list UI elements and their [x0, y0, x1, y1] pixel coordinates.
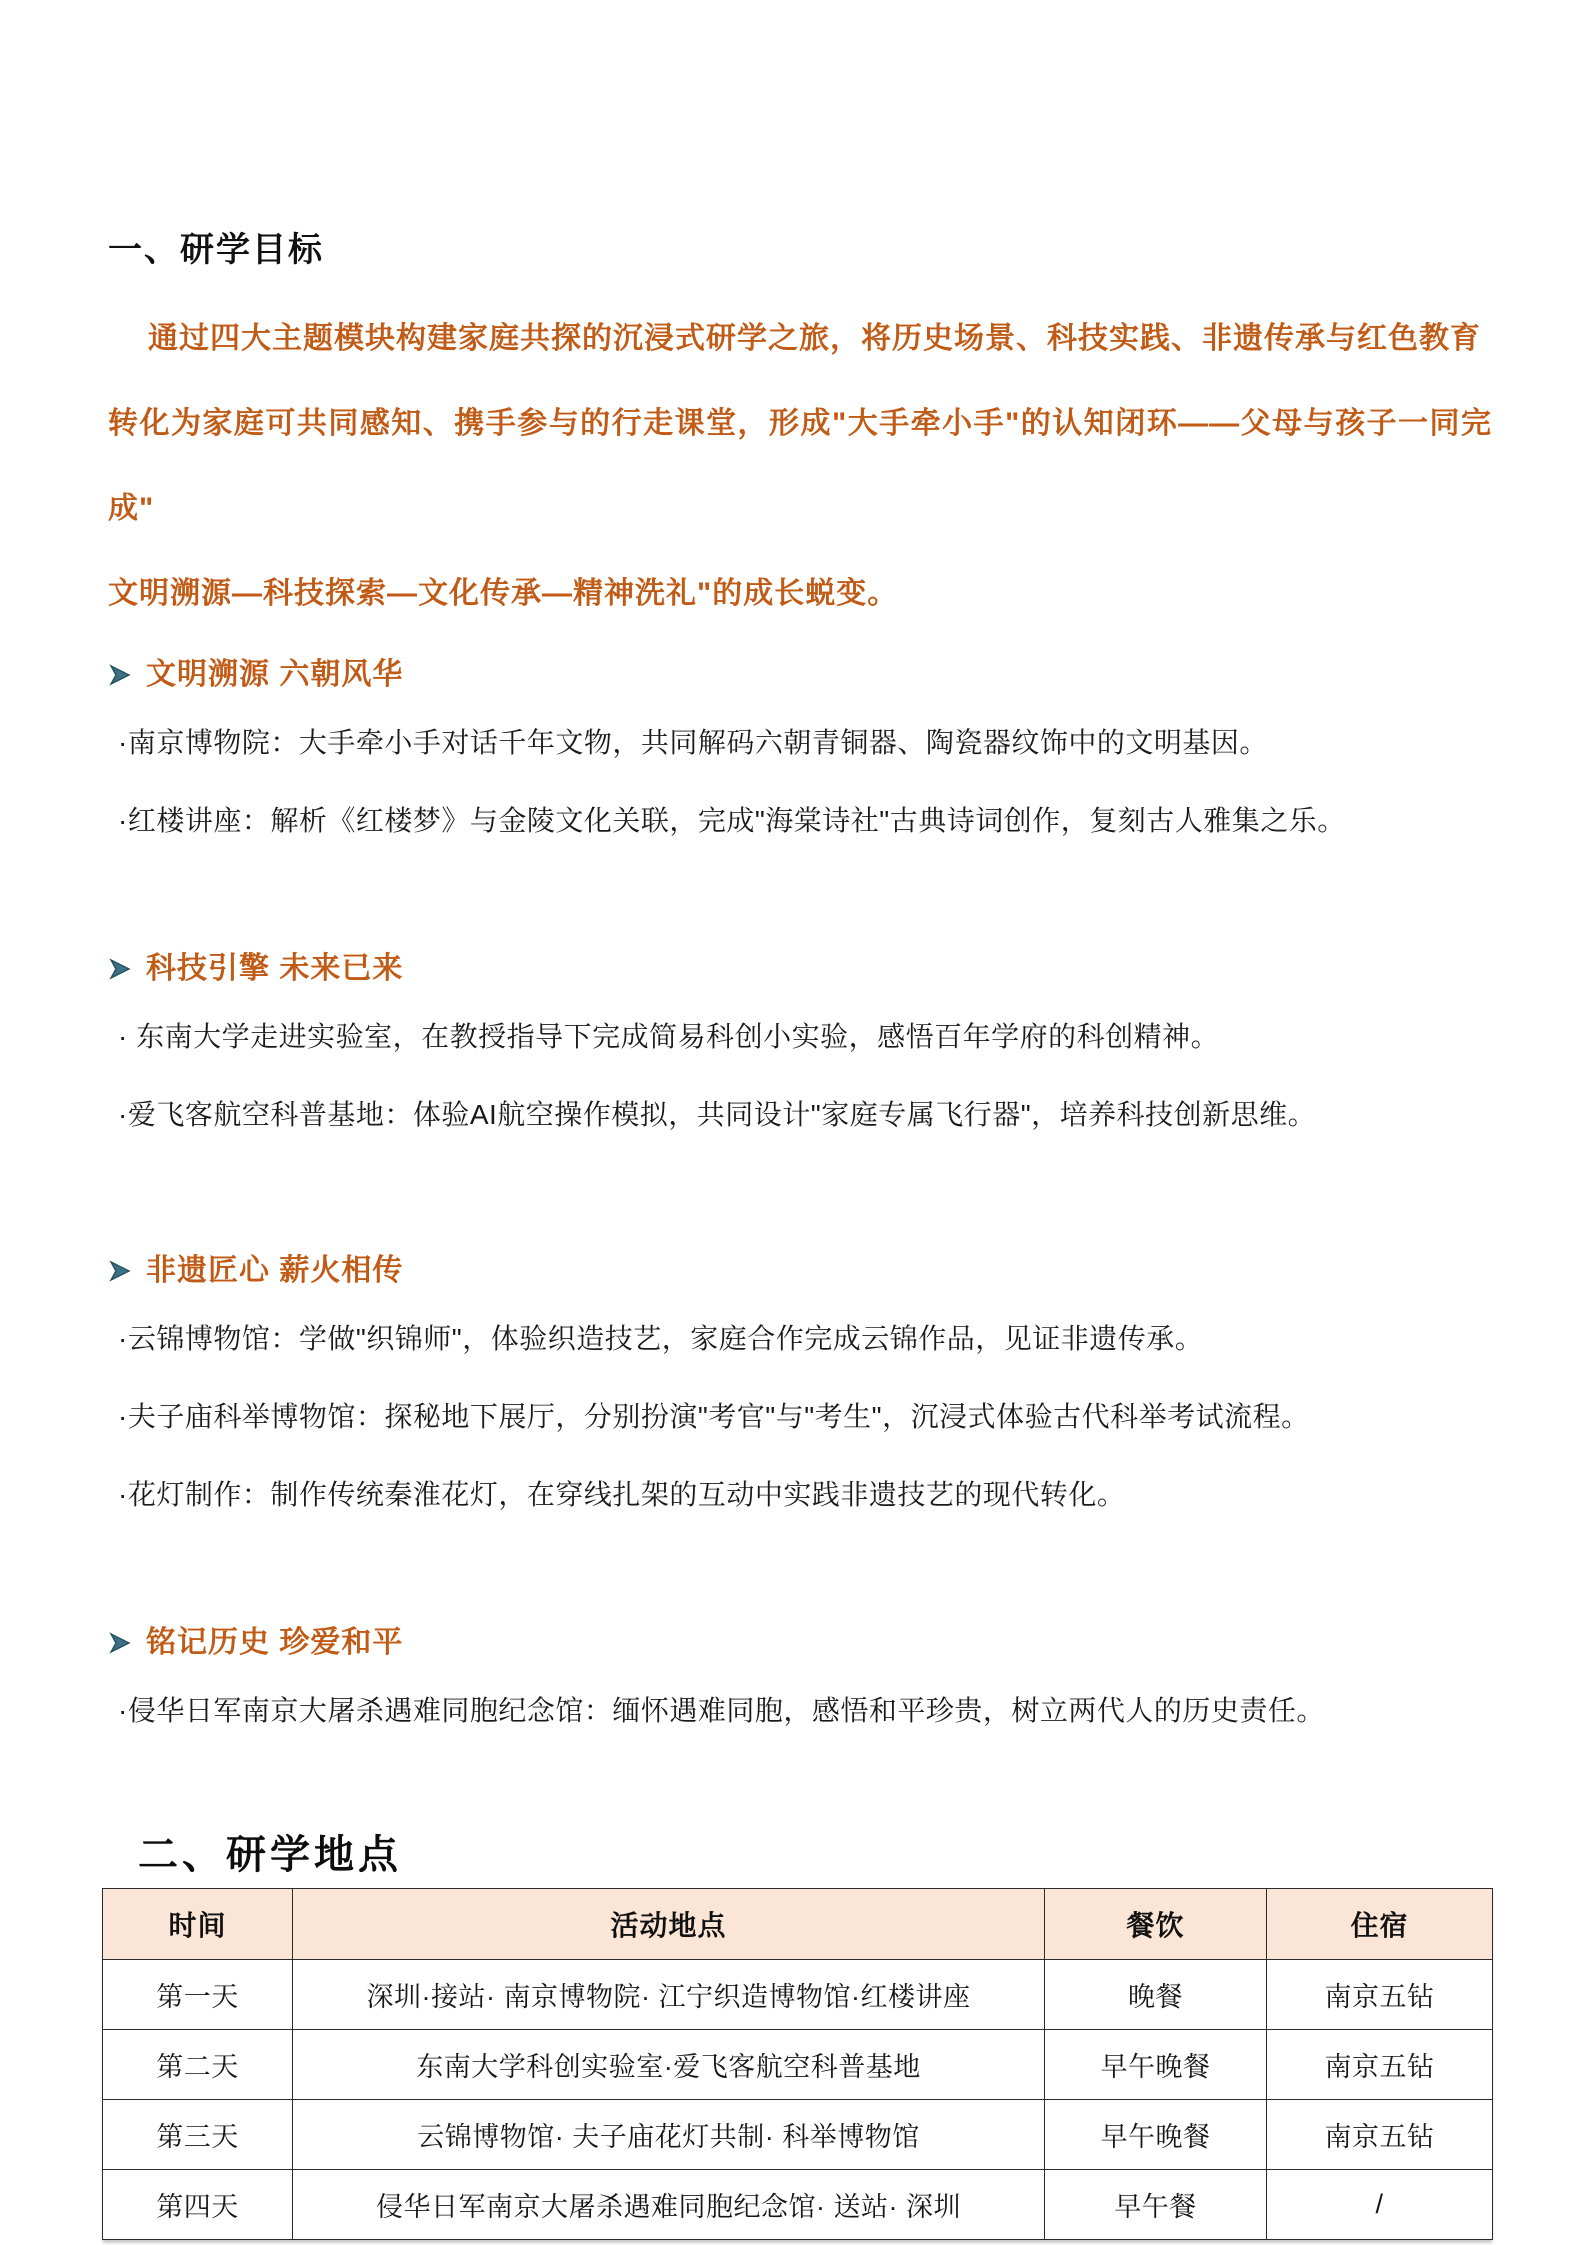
theme-items: [108, 1018, 1492, 1134]
theme-title: 非遗匠心 薪火相传: [146, 1254, 404, 1287]
col-header-meal: 餐饮: [1045, 1889, 1267, 1960]
theme-block-heritage: [108, 1252, 1492, 1514]
col-header-time: 时间: [103, 1889, 293, 1960]
cell-place: 侵华日军南京大屠杀遇难同胞纪念馆· 送站· 深圳: [293, 2170, 1045, 2240]
cell-meal: 晚餐: [1045, 1960, 1267, 2030]
cell-stay: 南京五钻: [1267, 2030, 1493, 2100]
theme-title-row: [108, 950, 1492, 988]
table-row-day3: [103, 2100, 1493, 2170]
cell-day: 第三天: [103, 2100, 293, 2170]
arrow-bullet-icon: [108, 1631, 132, 1655]
theme-title-row: [108, 656, 1492, 694]
theme-block-history: [108, 1624, 1492, 1730]
theme-items: [108, 1692, 1492, 1730]
theme-item: ·侵华日军南京大屠杀遇难同胞纪念馆：缅怀遇难同胞，感悟和平珍贵，树立两代人的历史责任。: [118, 1695, 1325, 1726]
theme-title-row: [108, 1624, 1492, 1662]
cell-meal: 早午餐: [1045, 2170, 1267, 2240]
arrow-bullet-icon: [108, 1259, 132, 1283]
arrow-bullet-icon: [108, 663, 132, 687]
locations-table: [102, 1888, 1493, 2240]
theme-item: · 东南大学走进实验室，在教授指导下完成简易科创小实验，感悟百年学府的科创精神。: [118, 1021, 1220, 1052]
intro-paragraph: [108, 296, 1492, 636]
theme-block-technology: [108, 950, 1492, 1134]
cell-day: 第一天: [103, 1960, 293, 2030]
cell-stay: 南京五钻: [1267, 2100, 1493, 2170]
intro-line: 文明溯源—科技探索—文化传承—精神洗礼"的成长蜕变。: [108, 577, 899, 610]
theme-item: ·爱飞客航空科普基地：体验AI航空操作模拟，共同设计"家庭专属飞行器"，培养科技创新思维。: [118, 1099, 1317, 1130]
theme-title-row: [108, 1252, 1492, 1290]
theme-item: ·云锦博物馆：学做"织锦师"，体验织造技艺，家庭合作完成云锦作品，见证非遗传承。: [118, 1323, 1204, 1354]
cell-stay: 南京五钻: [1267, 1960, 1493, 2030]
table-row-day4: [103, 2170, 1493, 2240]
cell-stay: /: [1267, 2170, 1493, 2240]
theme-items: [108, 724, 1492, 840]
cell-day: 第二天: [103, 2030, 293, 2100]
theme-item: ·南京博物院：大手牵小手对话千年文物，共同解码六朝青铜器、陶瓷器纹饰中的文明基因。: [118, 727, 1268, 758]
theme-item: ·花灯制作：制作传统秦淮花灯，在穿线扎架的互动中实践非遗技艺的现代转化。: [118, 1479, 1126, 1510]
cell-meal: 早午晚餐: [1045, 2100, 1267, 2170]
document-content: [108, 0, 1492, 2240]
table-row-day1: [103, 1960, 1493, 2030]
theme-title: 科技引擎 未来已来: [146, 952, 404, 985]
section1-heading: 一、研学目标: [108, 231, 324, 269]
cell-place: 深圳·接站· 南京博物院· 江宁织造博物馆·红楼讲座: [293, 1960, 1045, 2030]
table-row-day2: [103, 2030, 1493, 2100]
col-header-place: 活动地点: [293, 1889, 1045, 1960]
table-header-row: [103, 1889, 1493, 1960]
cell-meal: 早午晚餐: [1045, 2030, 1267, 2100]
theme-items: [108, 1320, 1492, 1514]
cell-place: 东南大学科创实验室·爱飞客航空科普基地: [293, 2030, 1045, 2100]
arrow-bullet-icon: [108, 957, 132, 981]
theme-item: ·夫子庙科举博物馆：探秘地下展厅，分别扮演"考官"与"考生"，沉浸式体验古代科举考试流程。: [118, 1401, 1310, 1432]
theme-item: ·红楼讲座：解析《红楼梦》与金陵文化关联，完成"海棠诗社"古典诗词创作，复刻古人雅集之乐。: [118, 805, 1346, 836]
theme-title: 文明溯源 六朝风华: [146, 658, 404, 691]
col-header-stay: 住宿: [1267, 1889, 1493, 1960]
cell-day: 第四天: [103, 2170, 293, 2240]
intro-line: 通过四大主题模块构建家庭共探的沉浸式研学之旅，将历史场景、科技实践、非遗传承与红色教育: [148, 322, 1481, 355]
theme-block-civilization: [108, 656, 1492, 840]
intro-line: 转化为家庭可共同感知、携手参与的行走课堂，形成"大手牵小手"的认知闭环——父母与孩子一同完成": [108, 407, 1492, 525]
cell-place: 云锦博物馆· 夫子庙花灯共制· 科举博物馆: [293, 2100, 1045, 2170]
section2-heading: 二、研学地点: [138, 1831, 402, 1878]
theme-title: 铭记历史 珍爱和平: [146, 1626, 404, 1659]
